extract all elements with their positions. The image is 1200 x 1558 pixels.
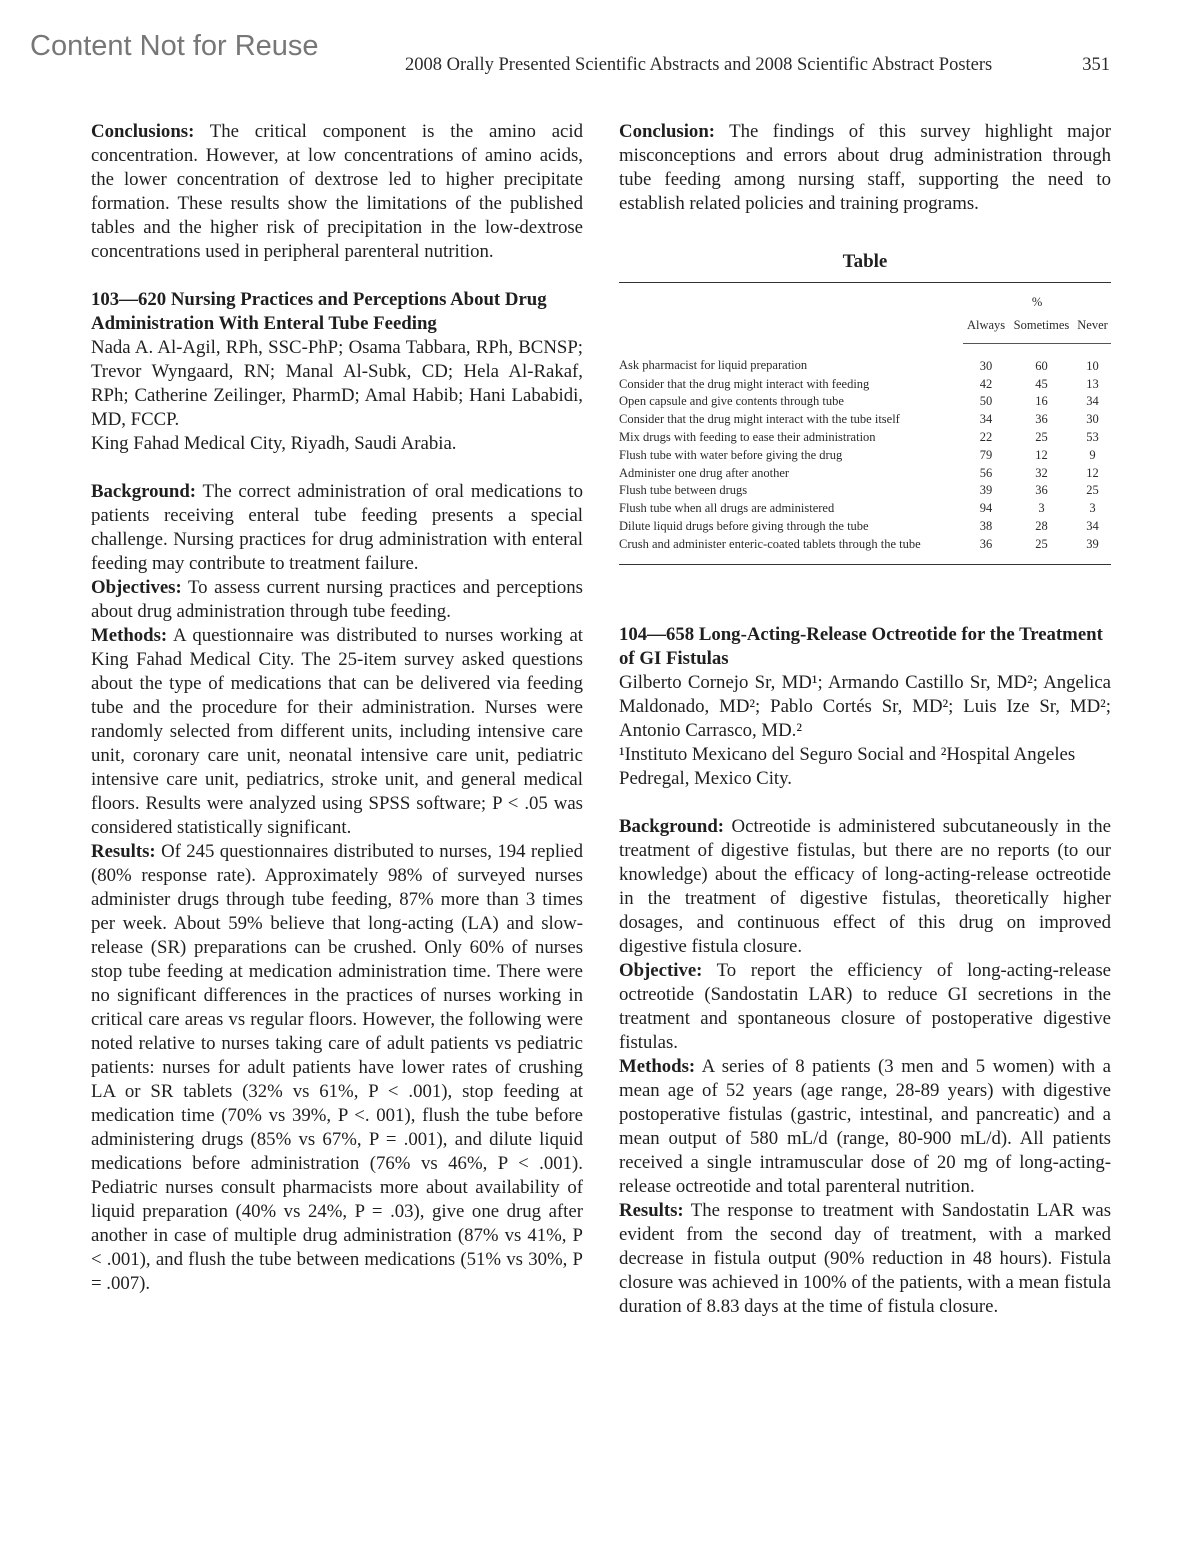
table-row: [619, 482, 1111, 500]
cell-always: 22: [979, 429, 993, 444]
conclusion-text: The findings of this survey highlight major misconceptions and errors about drug administration through tube feeding among nursing staff, supporting the need to establish related policies and training programs.: [619, 121, 1111, 214]
row-label: Crush and administer enteric-coated tablets through the tube: [619, 536, 963, 564]
abstract-103-authors: Nada A. Al-Agil, RPh, SSC-PhP; Osama Tabbara, RPh, BCNSP; Trevor Wyngaard, RN; Manal Al-Subk, CD; Hela Al-Rakaf, RPh; Catherine Zeilinger, PharmD; Amal Habib; Hani Lababidi, MD, FCCP.: [91, 337, 583, 430]
r-results-paragraph: [619, 1199, 1111, 1319]
background-text: The correct administration of oral medications to patients receiving enteral tube feeding presents a special challenge. Nursing practices for drug administration with enteral feeding may contribute to treatment failure.: [91, 481, 583, 574]
cell-always: 38: [979, 518, 993, 533]
methods-text: A questionnaire was distributed to nurses working at King Fahad Medical City. The 25-item survey asked questions about the type of medications that can be delivered via feeding tube and the procedure for their administration. Nurses were randomly selected from different units, including intensive care unit, coronary care unit, neonatal intensive care unit, pediatric intensive care unit, pediatrics, stroke unit, and general medical floors. Results were analyzed using SPSS software; P < .05 was considered statistically significant.: [91, 625, 583, 838]
column-header-always: Always: [963, 316, 1009, 343]
row-label: Mix drugs with feeding to ease their administration: [619, 429, 876, 444]
r-methods-paragraph: [619, 1055, 1111, 1199]
table-row: [619, 411, 1111, 429]
cell-sometimes: 12: [1035, 447, 1048, 462]
results-text: Of 245 questionnaires distributed to nurses, 194 replied (80% response rate). Approximately 98% of surveyed nurses administer drugs through tube feeding, 87% more than 3 times per week. About 59% believe that long-acting (LA) and slow-release (SR) preparations can be crushed. Only 60% of nurses stop tube feeding at medication administration time. There were no significant differences in the practices of nurses working in critical care areas vs regular floors. However, the following were noted relative to nurses taking care of adult patients vs pediatric patients: nurses for adult patients have lower rates of crushing LA or SR tablets (32% vs 61%, P < .001), stop feeding at medication time (70% vs 39%, P <. 001), flush the tube before administering drugs (85% vs 67%, P = .001), and dilute liquid medications before administration (76% vs 46%, P < .001). Pediatric nurses consult pharmacists more about availability of liquid preparation (40% vs 24%, P = .03), give one drug after another in case of multiple drug administration (87% vs 41%, P < .001), and flush the tube between medications (51% vs 30%, P = .007).: [91, 841, 583, 1294]
cell-sometimes: 25: [1009, 536, 1074, 564]
cell-never: 53: [1086, 429, 1099, 444]
cell-never: 3: [1089, 501, 1096, 516]
r-results-text: The response to treatment with Sandostatin LAR was evident from the second day of treatment, with a marked decrease in fistula output (90% reduction in 48 hours). Fistula closure was achieved in 100% of the patients, with a mean fistula duration of 8.83 days at the time of fistula closure.: [619, 1199, 1111, 1317]
table-row: [619, 429, 1111, 447]
cell-never: 13: [1086, 376, 1099, 391]
cell-always: 30: [979, 358, 993, 373]
cell-sometimes: 32: [1035, 465, 1048, 480]
row-label: Consider that the drug might interact with feeding: [619, 376, 870, 391]
conclusion-paragraph: [619, 120, 1111, 216]
abstract-104-authors: Gilberto Cornejo Sr, MD¹; Armando Castillo Sr, MD²; Angelica Maldonado, MD²; Pablo Cortés Sr, MD²; Luis Ize Sr, MD²; Antonio Carrasco, MD.²: [619, 671, 1111, 741]
right-column: [619, 120, 1111, 1319]
results-label: Results:: [91, 841, 156, 862]
cell-always: 50: [979, 394, 993, 409]
cell-never: 12: [1086, 465, 1099, 480]
objectives-label: Objectives:: [91, 577, 182, 598]
cell-sometimes: 16: [1035, 394, 1048, 409]
table-row: [619, 465, 1111, 483]
cell-never: 34: [1086, 394, 1099, 409]
row-label: Flush tube between drugs: [619, 483, 748, 498]
cell-never: 10: [1086, 358, 1099, 373]
conclusions-text: The critical component is the amino acid concentration. However, at low concentrations of amino acids, the lower concentration of dextrose led to higher precipitate formation. These results show the limitations of the published tables and the higher risk of precipitation in the low-dextrose concentrations used in peripheral parenteral nutrition.: [91, 121, 583, 262]
r-background-label: Background:: [619, 815, 725, 837]
background-label: Background:: [91, 481, 197, 502]
cell-never: 9: [1089, 447, 1096, 462]
cell-never: 39: [1074, 536, 1111, 564]
row-label: Flush tube with water before giving the drug: [619, 447, 843, 462]
objectives-paragraph: [91, 576, 583, 624]
cell-sometimes: 25: [1035, 429, 1048, 444]
results-paragraph: [91, 840, 583, 1296]
table-corner: [619, 283, 963, 317]
table-row: [619, 343, 1111, 375]
percent-group-header: %: [963, 283, 1111, 317]
row-label: Dilute liquid drugs before giving through the tube: [619, 518, 869, 533]
table-row: [619, 447, 1111, 465]
table-row: [619, 376, 1111, 394]
row-label: Consider that the drug might interact with the tube itself: [619, 412, 900, 427]
cell-always: 36: [963, 536, 1009, 564]
objective-paragraph: [619, 959, 1111, 1055]
watermark: Content Not for Reuse: [30, 30, 319, 62]
r-background-text: Octreotide is administered subcutaneously in the treatment of digestive fistulas, but there are no reports (to our knowledge) about the efficacy of long-acting-release octreotide in the treatment of digestive fistulas, theoretically higher dosages, and continuous effect of this drug on improved digestive fistula closure.: [619, 815, 1111, 957]
conclusions-label: Conclusions:: [91, 121, 195, 142]
cell-sometimes: 45: [1035, 376, 1048, 391]
objective-text: To report the efficiency of long-acting-release octreotide (Sandostatin LAR) to reduce GI secretions in the treatment and spontaneous closure of postoperative digestive fistulas.: [619, 959, 1111, 1053]
cell-sometimes: 36: [1035, 412, 1048, 427]
cell-always: 56: [979, 465, 993, 480]
row-label: Flush tube when all drugs are administered: [619, 501, 835, 516]
objective-label: Objective:: [619, 959, 703, 981]
r-methods-text: A series of 8 patients (3 men and 5 women) with a mean age of 52 years (age range, 28-89 years) with digestive postoperative fistulas (gastric, intestinal, and pancreatic) and a mean output of 580 mL/d (range, 80-900 mL/d). All patients received a single intramuscular dose of 20 mg of long-acting-release octreotide and total parenteral nutrition.: [619, 1055, 1111, 1197]
running-head-title: 2008 Orally Presented Scientific Abstracts and 2008 Scientific Abstract Posters: [405, 55, 993, 75]
abstract-104-title: 104—658 Long-Acting-Release Octreotide for the Treatment of GI Fistulas: [619, 623, 1103, 669]
r-background-paragraph: [619, 815, 1111, 959]
cell-never: 30: [1086, 412, 1099, 427]
cell-sometimes: 28: [1035, 518, 1048, 533]
row-label: Open capsule and give contents through tube: [619, 394, 844, 409]
cell-sometimes: 36: [1035, 483, 1048, 498]
abstract-103-affiliation: King Fahad Medical City, Riyadh, Saudi Arabia.: [91, 433, 457, 454]
column-header-never: Never: [1074, 316, 1111, 343]
table-row: [619, 536, 1111, 564]
table-row: [619, 518, 1111, 536]
cell-sometimes: 60: [1035, 358, 1048, 373]
r-methods-label: Methods:: [619, 1055, 696, 1077]
table-row: [619, 393, 1111, 411]
cell-sometimes: 3: [1038, 501, 1045, 516]
cell-always: 39: [979, 483, 993, 498]
table-caption: Table: [842, 251, 888, 272]
survey-table: [619, 282, 1111, 565]
cell-always: 34: [979, 412, 993, 427]
left-column: [91, 120, 583, 1296]
table-row: [619, 500, 1111, 518]
cell-always: 79: [979, 447, 993, 462]
methods-paragraph: [91, 624, 583, 840]
conclusion-label: Conclusion:: [619, 121, 716, 142]
r-results-label: Results:: [619, 1199, 684, 1221]
methods-label: Methods:: [91, 625, 168, 646]
abstract-103-title: 103—620 Nursing Practices and Perceptions About Drug Administration With Enteral Tube Feeding: [91, 289, 547, 334]
row-label: Administer one drug after another: [619, 465, 790, 480]
cell-never: 25: [1086, 483, 1099, 498]
objectives-text: To assess current nursing practices and perceptions about drug administration through tube feeding.: [91, 577, 583, 622]
cell-always: 94: [979, 501, 993, 516]
cell-never: 34: [1086, 518, 1099, 533]
table-body: [619, 343, 1111, 564]
background-paragraph: [91, 480, 583, 576]
page-number: 351: [1082, 55, 1110, 75]
abstract-104-affiliation: ¹Instituto Mexicano del Seguro Social and ²Hospital Angeles Pedregal, Mexico City.: [619, 743, 1076, 789]
cell-always: 42: [979, 376, 993, 391]
row-label: Ask pharmacist for liquid preparation: [619, 358, 808, 373]
column-header-sometimes: Sometimes: [1009, 316, 1074, 343]
conclusions-paragraph: [91, 120, 583, 264]
